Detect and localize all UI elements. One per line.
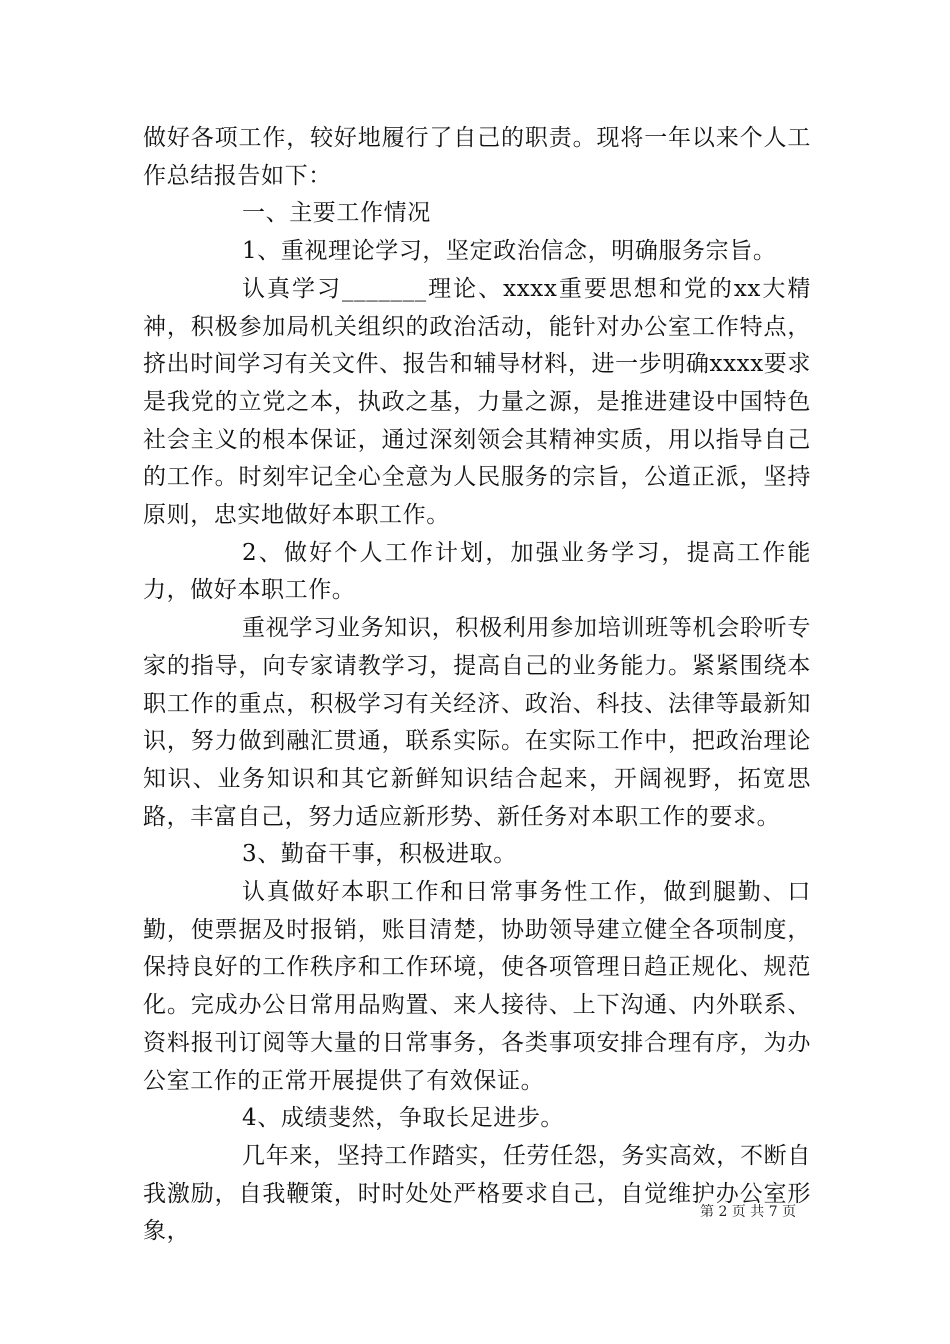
paragraph-intro-continued: 做好各项工作，较好地履行了自己的职责。现将一年以来个人工作总结报告如下： <box>143 125 811 189</box>
section-heading-main-work: 一、主要工作情况 <box>242 200 431 227</box>
page-number-footer: 第 2 页 共 7 页 <box>700 1204 797 1220</box>
paragraph-self-discipline: 几年来，坚持工作踏实，任劳任怨，务实高效，不断自我激励，自我鞭策，时时处处严格要求自己，自觉维护办公室形象， <box>143 1142 811 1245</box>
document-body <box>143 120 811 1251</box>
paragraph-theory-study: 认真学习_______理论、xxxx重要思想和党的xx大精神，积极参加局机关组织的政治活动，能针对办公室工作特点，挤出时间学习有关文件、报告和辅导材料，进一步明确xxxx要求是我党的立党之本，执政之基，力量之源，是推进建设中国特色社会主义的根本保证，通过深刻领会其精神实质，用以指导自己的工作。时刻牢记全心全意为人民服务的宗旨，公道正派，坚持原则，忠实地做好本职工作。 <box>143 275 811 529</box>
subheading-achievements: 4、成绩斐然，争取长足进步。 <box>242 1105 565 1132</box>
paragraph-daily-affairs: 认真做好本职工作和日常事务性工作，做到腿勤、口勤，使票据及时报销，账目清楚，协助领导建立健全各项制度，保持良好的工作秩序和工作环境，使各项管理日趋正规化、规范化。完成办公日常用品购置、来人接待、上下沟通、内外联系、资料报刊订阅等大量的日常事务，各类事项安排合理有序，为办公室工作的正常开展提供了有效保证。 <box>143 879 811 1094</box>
subheading-theory-study: 1、重视理论学习，坚定政治信念，明确服务宗旨。 <box>242 238 777 265</box>
paragraph-business-study: 重视学习业务知识，积极利用参加培训班等机会聆听专家的指导，向专家请教学习，提高自己的业务能力。紧紧围绕本职工作的重点，积极学习有关经济、政治、科技、法律等最新知识，努力做到融汇贯通，联系实际。在实际工作中，把政治理论知识、业务知识和其它新鲜知识结合起来，开阔视野，拓宽思路，丰富自己，努力适应新形势、新任务对本职工作的要求。 <box>143 615 811 830</box>
subheading-work-plan: 2、做好个人工作计划，加强业务学习，提高工作能力，做好本职工作。 <box>143 539 811 604</box>
subheading-diligence: 3、勤奋干事，积极进取。 <box>242 841 517 868</box>
